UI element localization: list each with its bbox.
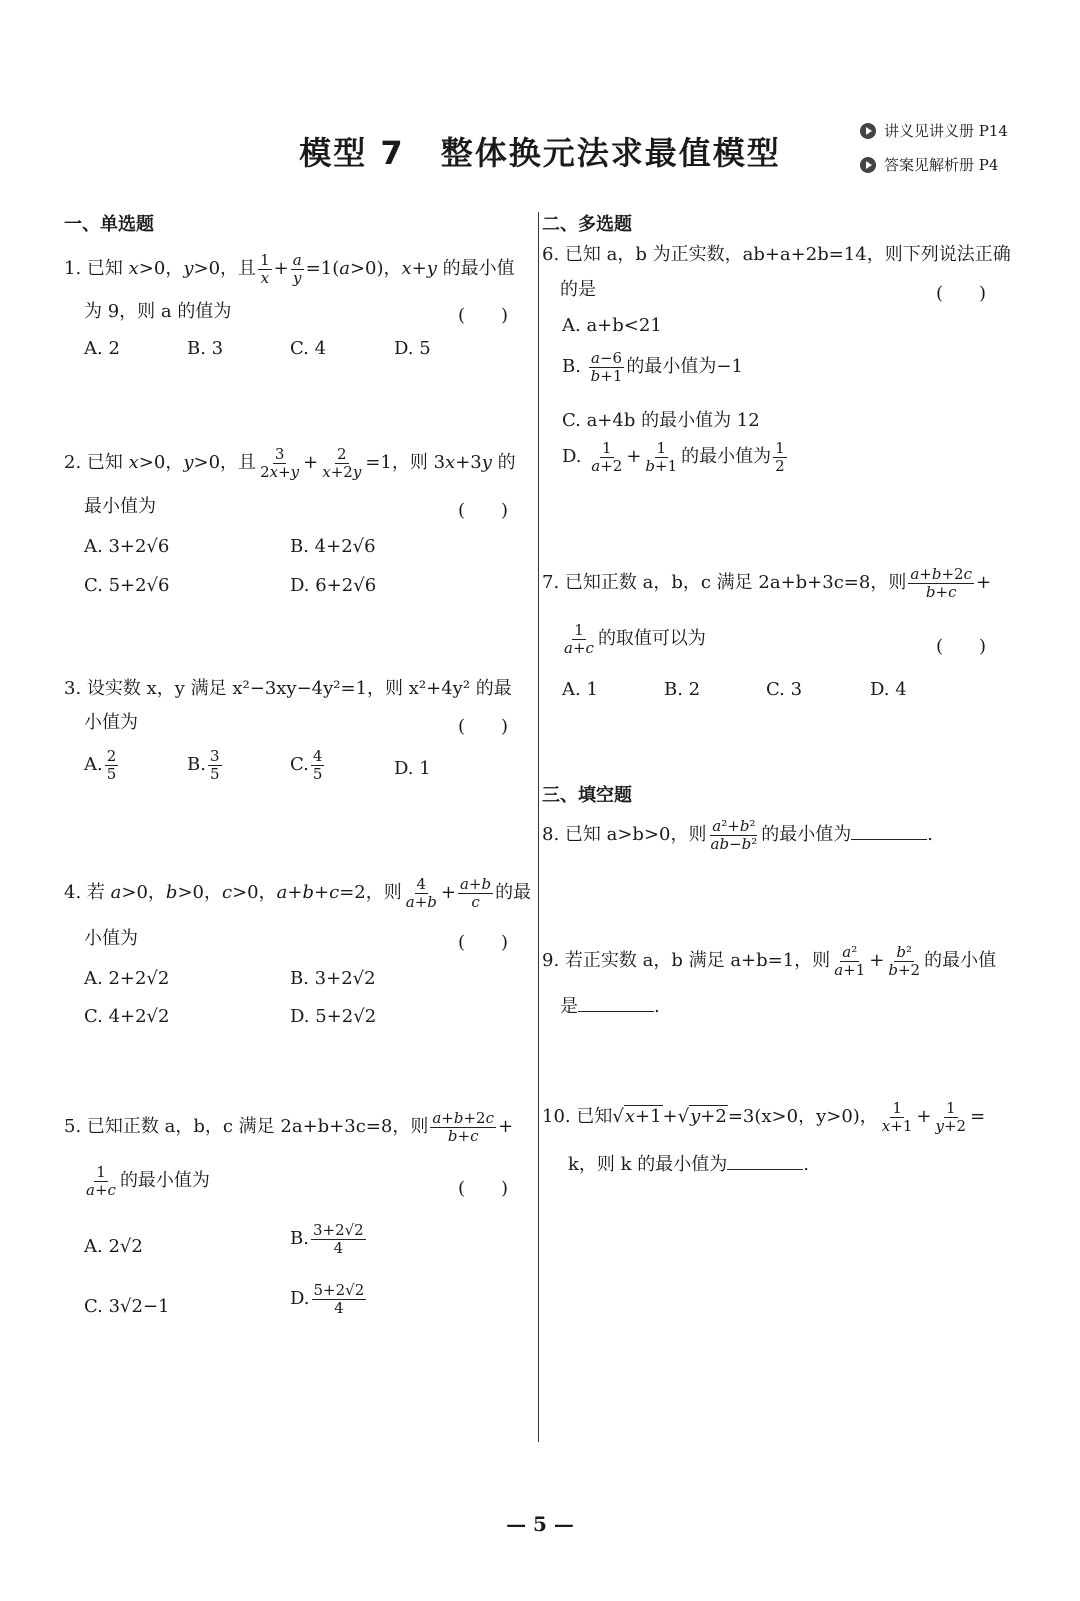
q6-option-b: B. $\frac{a-6}{b+1}$ 的最小值为−1	[562, 349, 743, 385]
section-fill-blank: 三、填空题	[542, 785, 632, 806]
q6-option-a: A. a+b<21	[562, 315, 662, 336]
answer-paren: ( )	[458, 500, 509, 521]
q3-option-c: C. $\frac{4}{5}$	[290, 747, 323, 783]
q1-option-d: D. 5	[394, 338, 431, 359]
arrow-circle-icon	[860, 157, 876, 173]
answer-paren: ( )	[458, 1178, 509, 1199]
question-2-tail: 最小值为	[84, 496, 156, 517]
answer-blank[interactable]	[851, 839, 927, 840]
q7-option-c: C. 3	[766, 679, 803, 700]
page-number: — 5 —	[506, 1512, 574, 1536]
question-7-tail: $\frac{1}{a+c}$ 的取值可以为	[564, 621, 706, 657]
section-multiple-choice: 二、多选题	[542, 214, 632, 235]
q6-option-d: D. $\frac{1}{a+2}$ + $\frac{1}{b+1}$ 的最小值为 $\frac{1}{2}$	[562, 439, 785, 475]
question-4-tail: 小值为	[84, 928, 138, 949]
q2-option-a: A. 3+2√6	[84, 536, 170, 557]
arrow-circle-icon	[860, 123, 876, 139]
column-divider	[538, 212, 539, 1442]
q6-option-c: C. a+4b 的最小值为 12	[562, 410, 760, 431]
question-6: 6. 已知 a，b 为正实数，ab+a+2b=14，则下列说法正确	[542, 244, 1011, 265]
q2-option-c: C. 5+2√6	[84, 575, 170, 596]
question-9: 9. 若正实数 a，b 满足 a+b=1，则 $\frac{\text{a²}}{a+1}$ + $\frac{\text{b²}}{b+2}$ 的最小值	[542, 943, 997, 979]
q7-option-d: D. 4	[870, 679, 907, 700]
q3-option-d: D. 1	[394, 758, 431, 779]
question-5: 5. 已知正数 a，b，c 满足 2a+b+3c=8，则 $\frac{a+b+2c}{b+c}$ +	[64, 1109, 514, 1145]
answer-blank[interactable]	[727, 1169, 803, 1170]
question-10-tail: k，则 k 的最小值为 .	[568, 1154, 809, 1175]
q2-option-b: B. 4+2√6	[290, 536, 376, 557]
question-6-tail: 的是	[560, 279, 596, 300]
question-7: 7. 已知正数 a，b，c 满足 2a+b+3c=8，则 $\frac{a+b+2c}{b+c}$ +	[542, 565, 992, 601]
q4-option-a: A. 2+2√2	[84, 968, 170, 989]
q2-option-d: D. 6+2√6	[290, 575, 377, 596]
q7-option-b: B. 2	[664, 679, 701, 700]
question-10: 10. 已知√x+1+√y+2=3(x>0，y>0)， $\frac{1}{x+1}$ + $\frac{1}{y+2}$ =	[542, 1099, 986, 1135]
lecture-reference: 讲义见讲义册 P14	[860, 120, 1008, 141]
q3-option-a: A. $\frac{2}{5}$	[84, 747, 117, 783]
answer-reference: 答案见解析册 P4	[860, 154, 998, 175]
question-5-tail: $\frac{1}{a+c}$ 的最小值为	[86, 1163, 210, 1199]
q1-option-a: A. 2	[84, 338, 120, 359]
question-1: 1. 已知 x>0，y>0，且 $\frac{1}{x}$ + $\frac{a}{y}$ =1(a>0)，x+y 的最小值	[64, 251, 515, 287]
question-9-tail: 是 .	[560, 996, 660, 1017]
question-8: 8. 已知 a>b>0，则 $\frac{\text{a²+b²}}{\text{ab−b²}}$ 的最小值为 .	[542, 817, 933, 853]
answer-paren: ( )	[458, 716, 509, 737]
answer-paren: ( )	[458, 932, 509, 953]
page-title: 模型 7 整体换元法求最值模型	[299, 134, 781, 172]
question-3: 3. 设实数 x，y 满足 x²−3xy−4y²=1，则 x²+4y² 的最	[64, 678, 512, 699]
q5-option-d: D. $\frac{5+2√2}{4}$	[290, 1281, 365, 1317]
q5-option-b: B. $\frac{3+2√2}{4}$	[290, 1221, 364, 1257]
q1-option-c: C. 4	[290, 338, 327, 359]
question-4: 4. 若 a>0，b>0，c>0，a+b+c=2，则 $\frac{4}{a+b}$ + $\frac{a+b}{c}$ 的最	[64, 875, 532, 911]
q5-option-c: C. 3√2−1	[84, 1296, 170, 1317]
answer-paren: ( )	[458, 305, 509, 326]
q4-option-b: B. 3+2√2	[290, 968, 376, 989]
q1-option-b: B. 3	[187, 338, 224, 359]
question-1-tail: 为 9，则 a 的值为	[84, 301, 232, 322]
question-2: 2. 已知 x>0，y>0，且 $\frac{3}{2x+y}$ + $\frac{2}{x+2y}$ =1，则 3x+3y 的	[64, 445, 516, 481]
q4-option-d: D. 5+2√2	[290, 1006, 377, 1027]
question-3-tail: 小值为	[84, 712, 138, 733]
answer-paren: ( )	[936, 283, 987, 304]
section-single-choice: 一、单选题	[64, 214, 154, 235]
q7-option-a: A. 1	[562, 679, 598, 700]
answer-blank[interactable]	[578, 1011, 654, 1012]
q3-option-b: B. $\frac{3}{5}$	[187, 747, 220, 783]
q5-option-a: A. 2√2	[84, 1236, 143, 1257]
q4-option-c: C. 4+2√2	[84, 1006, 170, 1027]
answer-paren: ( )	[936, 636, 987, 657]
